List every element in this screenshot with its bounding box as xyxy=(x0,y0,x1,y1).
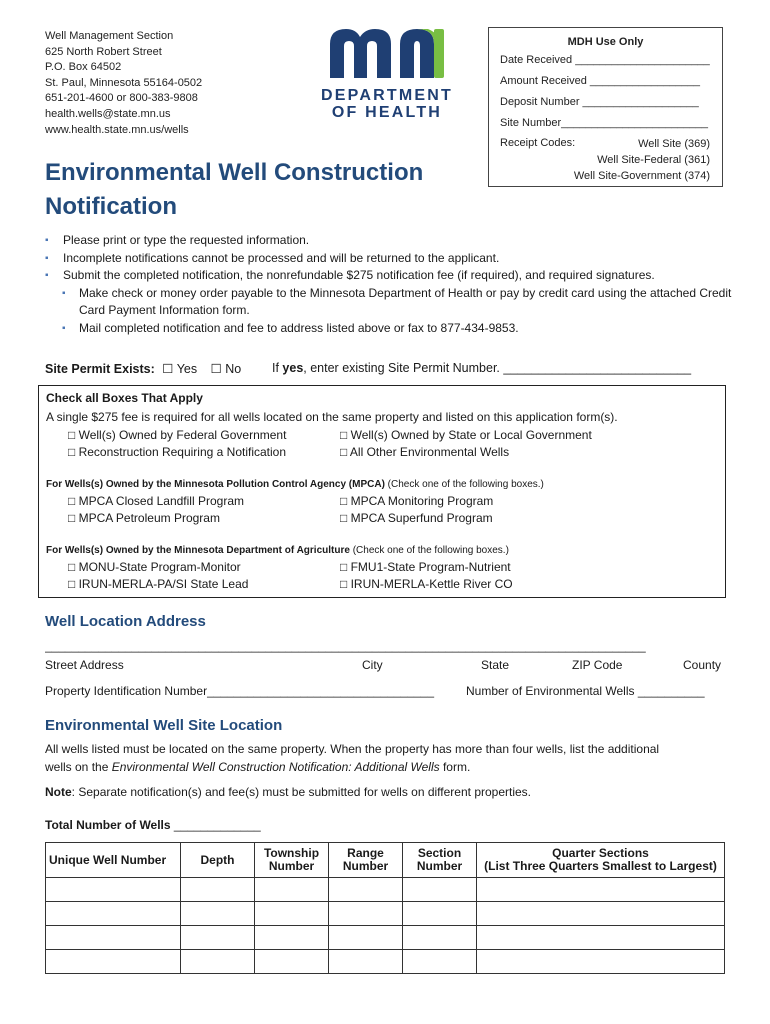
irun-pasi-checkbox[interactable]: □ IRUN-MERLA-PA/SI State Lead xyxy=(68,577,249,591)
table-row xyxy=(46,950,725,974)
instruction-item: ▪ Please print or type the requested information. xyxy=(45,232,745,250)
fee-note: A single $275 fee is required for all wells located on the same property and listed on this application form(s). xyxy=(46,410,618,424)
col-section-number: Section Number xyxy=(403,843,477,878)
email-line: health.wells@state.mn.us xyxy=(45,107,171,120)
site-permit-row xyxy=(45,361,692,376)
street-address-line[interactable]: __________________________________________________________________________________________ xyxy=(45,639,646,653)
check-boxes-section xyxy=(38,385,726,598)
date-received-field[interactable]: Date Received ______________________ xyxy=(500,54,710,66)
receipt-codes-list xyxy=(574,136,710,184)
mpca-closed-landfill-checkbox[interactable]: □ MPCA Closed Landfill Program xyxy=(68,494,244,508)
table-cell[interactable] xyxy=(403,926,477,950)
amount-received-field[interactable]: Amount Received __________________ xyxy=(500,75,700,87)
mn-logo-icon xyxy=(316,26,458,82)
county-label: County xyxy=(683,658,722,672)
instruction-item: ▪ Incomplete notifications cannot be processed and will be returned to the applicant. xyxy=(45,250,745,268)
table-cell[interactable] xyxy=(46,926,181,950)
site-permit-no-checkbox[interactable]: ☐ No xyxy=(210,362,242,376)
table-cell[interactable] xyxy=(329,950,403,974)
mpca-heading: For Wells(s) Owned by the Minnesota Pollution Control Agency (MPCA) (Check one of the following boxes.) xyxy=(46,479,544,490)
logo-text: DEPARTMENT OF HEALTH xyxy=(321,87,453,121)
address-line: St. Paul, Minnesota 55164-0502 xyxy=(45,76,203,89)
table-cell[interactable] xyxy=(46,950,181,974)
total-wells-field[interactable]: Total Number of Wells _____________ xyxy=(45,818,261,832)
zip-code-label: ZIP Code xyxy=(572,658,623,672)
table-cell[interactable] xyxy=(403,950,477,974)
instruction-subitem: ▪ Mail completed notification and fee to address listed above or fax to 877-434-9853. xyxy=(45,320,745,338)
mpca-superfund-checkbox[interactable]: □ MPCA Superfund Program xyxy=(340,511,493,525)
receipt-code: Well Site-Government (374) xyxy=(573,170,710,182)
fmu1-checkbox[interactable]: □ FMU1-State Program-Nutrient xyxy=(340,560,511,574)
irun-kettle-river-checkbox[interactable]: □ IRUN-MERLA-Kettle River CO xyxy=(340,577,513,591)
receipt-code: Well Site-Federal (361) xyxy=(597,154,710,166)
address-line: P.O. Box 64502 xyxy=(45,61,122,74)
mdh-box-title: MDH Use Only xyxy=(567,36,644,48)
address-line: 625 North Robert Street xyxy=(45,45,162,58)
site-permit-label: Site Permit Exists: xyxy=(45,362,155,376)
reconstruction-checkbox[interactable]: □ Reconstruction Requiring a Notification xyxy=(68,445,287,459)
deposit-number-field[interactable]: Deposit Number ___________________ xyxy=(500,96,699,108)
number-of-wells-field[interactable]: Number of Environmental Wells __________ xyxy=(466,684,705,698)
other-environmental-wells-checkbox[interactable]: □ All Other Environmental Wells xyxy=(340,445,510,459)
site-location-heading: Environmental Well Site Location xyxy=(45,717,283,734)
site-permit-number-field[interactable]: If yes, enter existing Site Permit Number. ___________________________ xyxy=(272,361,692,375)
wells-table xyxy=(45,842,725,974)
table-cell[interactable] xyxy=(403,902,477,926)
table-cell[interactable] xyxy=(181,902,255,926)
table-cell[interactable] xyxy=(181,878,255,902)
col-unique-well-number: Unique Well Number xyxy=(46,843,181,878)
state-local-government-checkbox[interactable]: □ Well(s) Owned by State or Local Government xyxy=(340,428,592,442)
table-cell[interactable] xyxy=(403,878,477,902)
table-cell[interactable] xyxy=(255,902,329,926)
table-cell[interactable] xyxy=(255,950,329,974)
property-id-field[interactable]: Property Identification Number__________________________________ xyxy=(45,684,434,698)
table-cell[interactable] xyxy=(477,926,725,950)
federal-government-checkbox[interactable]: □ Well(s) Owned by Federal Government xyxy=(68,428,287,442)
col-township-number: Township Number xyxy=(255,843,329,878)
table-cell[interactable] xyxy=(46,902,181,926)
table-cell[interactable] xyxy=(181,926,255,950)
receipt-code: Well Site (369) xyxy=(638,138,710,150)
website-line: www.health.state.mn.us/wells xyxy=(45,123,189,136)
mdh-logo xyxy=(316,26,458,126)
page-title: Environmental Well Construction Notification xyxy=(45,159,424,220)
col-quarter-sections: Quarter Sections (List Three Quarters Smallest to Largest) xyxy=(477,843,725,878)
city-label: City xyxy=(362,658,383,672)
instruction-item: ▪ Submit the completed notification, the nonrefundable $275 notification fee (if required), and required signatures. xyxy=(45,267,745,285)
site-location-paragraph-cont: wells on the Environmental Well Construction Notification: Additional Wells form. xyxy=(45,760,471,774)
instruction-subitem: ▪ Make check or money order payable to the Minnesota Department of Health or pay by credit card using the attached Credit Card Payment Information form. xyxy=(45,285,745,320)
site-location-note: Note: Separate notification(s) and fee(s) must be submitted for wells on different properties. xyxy=(45,785,532,799)
table-cell[interactable] xyxy=(181,950,255,974)
instructions-list xyxy=(45,232,745,337)
mpca-petroleum-checkbox[interactable]: □ MPCA Petroleum Program xyxy=(68,511,220,525)
table-row xyxy=(46,926,725,950)
col-range-number: Range Number xyxy=(329,843,403,878)
table-cell[interactable] xyxy=(329,902,403,926)
table-row xyxy=(46,902,725,926)
table-cell[interactable] xyxy=(477,878,725,902)
monu-checkbox[interactable]: □ MONU-State Program-Monitor xyxy=(68,560,241,574)
address-line: Well Management Section xyxy=(45,30,174,42)
table-cell[interactable] xyxy=(255,878,329,902)
address-block xyxy=(45,29,202,138)
site-number-field[interactable]: Site Number________________________ xyxy=(500,117,708,129)
col-depth: Depth xyxy=(181,843,255,878)
site-permit-yes-checkbox[interactable]: ☐ Yes xyxy=(162,362,198,376)
table-cell[interactable] xyxy=(329,878,403,902)
table-cell[interactable] xyxy=(477,950,725,974)
table-cell[interactable] xyxy=(329,926,403,950)
state-label: State xyxy=(481,658,510,672)
mpca-monitoring-checkbox[interactable]: □ MPCA Monitoring Program xyxy=(340,494,494,508)
well-location-heading: Well Location Address xyxy=(45,613,206,630)
receipt-codes-label: Receipt Codes: xyxy=(500,137,576,149)
mda-heading: For Wells(s) Owned by the Minnesota Department of Agriculture (Check one of the following boxes.) xyxy=(46,545,509,556)
site-location-paragraph: All wells listed must be located on the same property. When the property has more than four wells, list the additional xyxy=(45,742,660,756)
table-cell[interactable] xyxy=(477,902,725,926)
table-row xyxy=(46,878,725,902)
table-header-row xyxy=(46,843,725,878)
mdh-use-only-box xyxy=(488,27,723,187)
street-address-label: Street Address xyxy=(45,658,124,672)
check-boxes-heading: Check all Boxes That Apply xyxy=(46,391,203,405)
table-cell[interactable] xyxy=(255,926,329,950)
table-cell[interactable] xyxy=(46,878,181,902)
phone-line: 651-201-4600 or 800-383-9808 xyxy=(45,92,198,105)
